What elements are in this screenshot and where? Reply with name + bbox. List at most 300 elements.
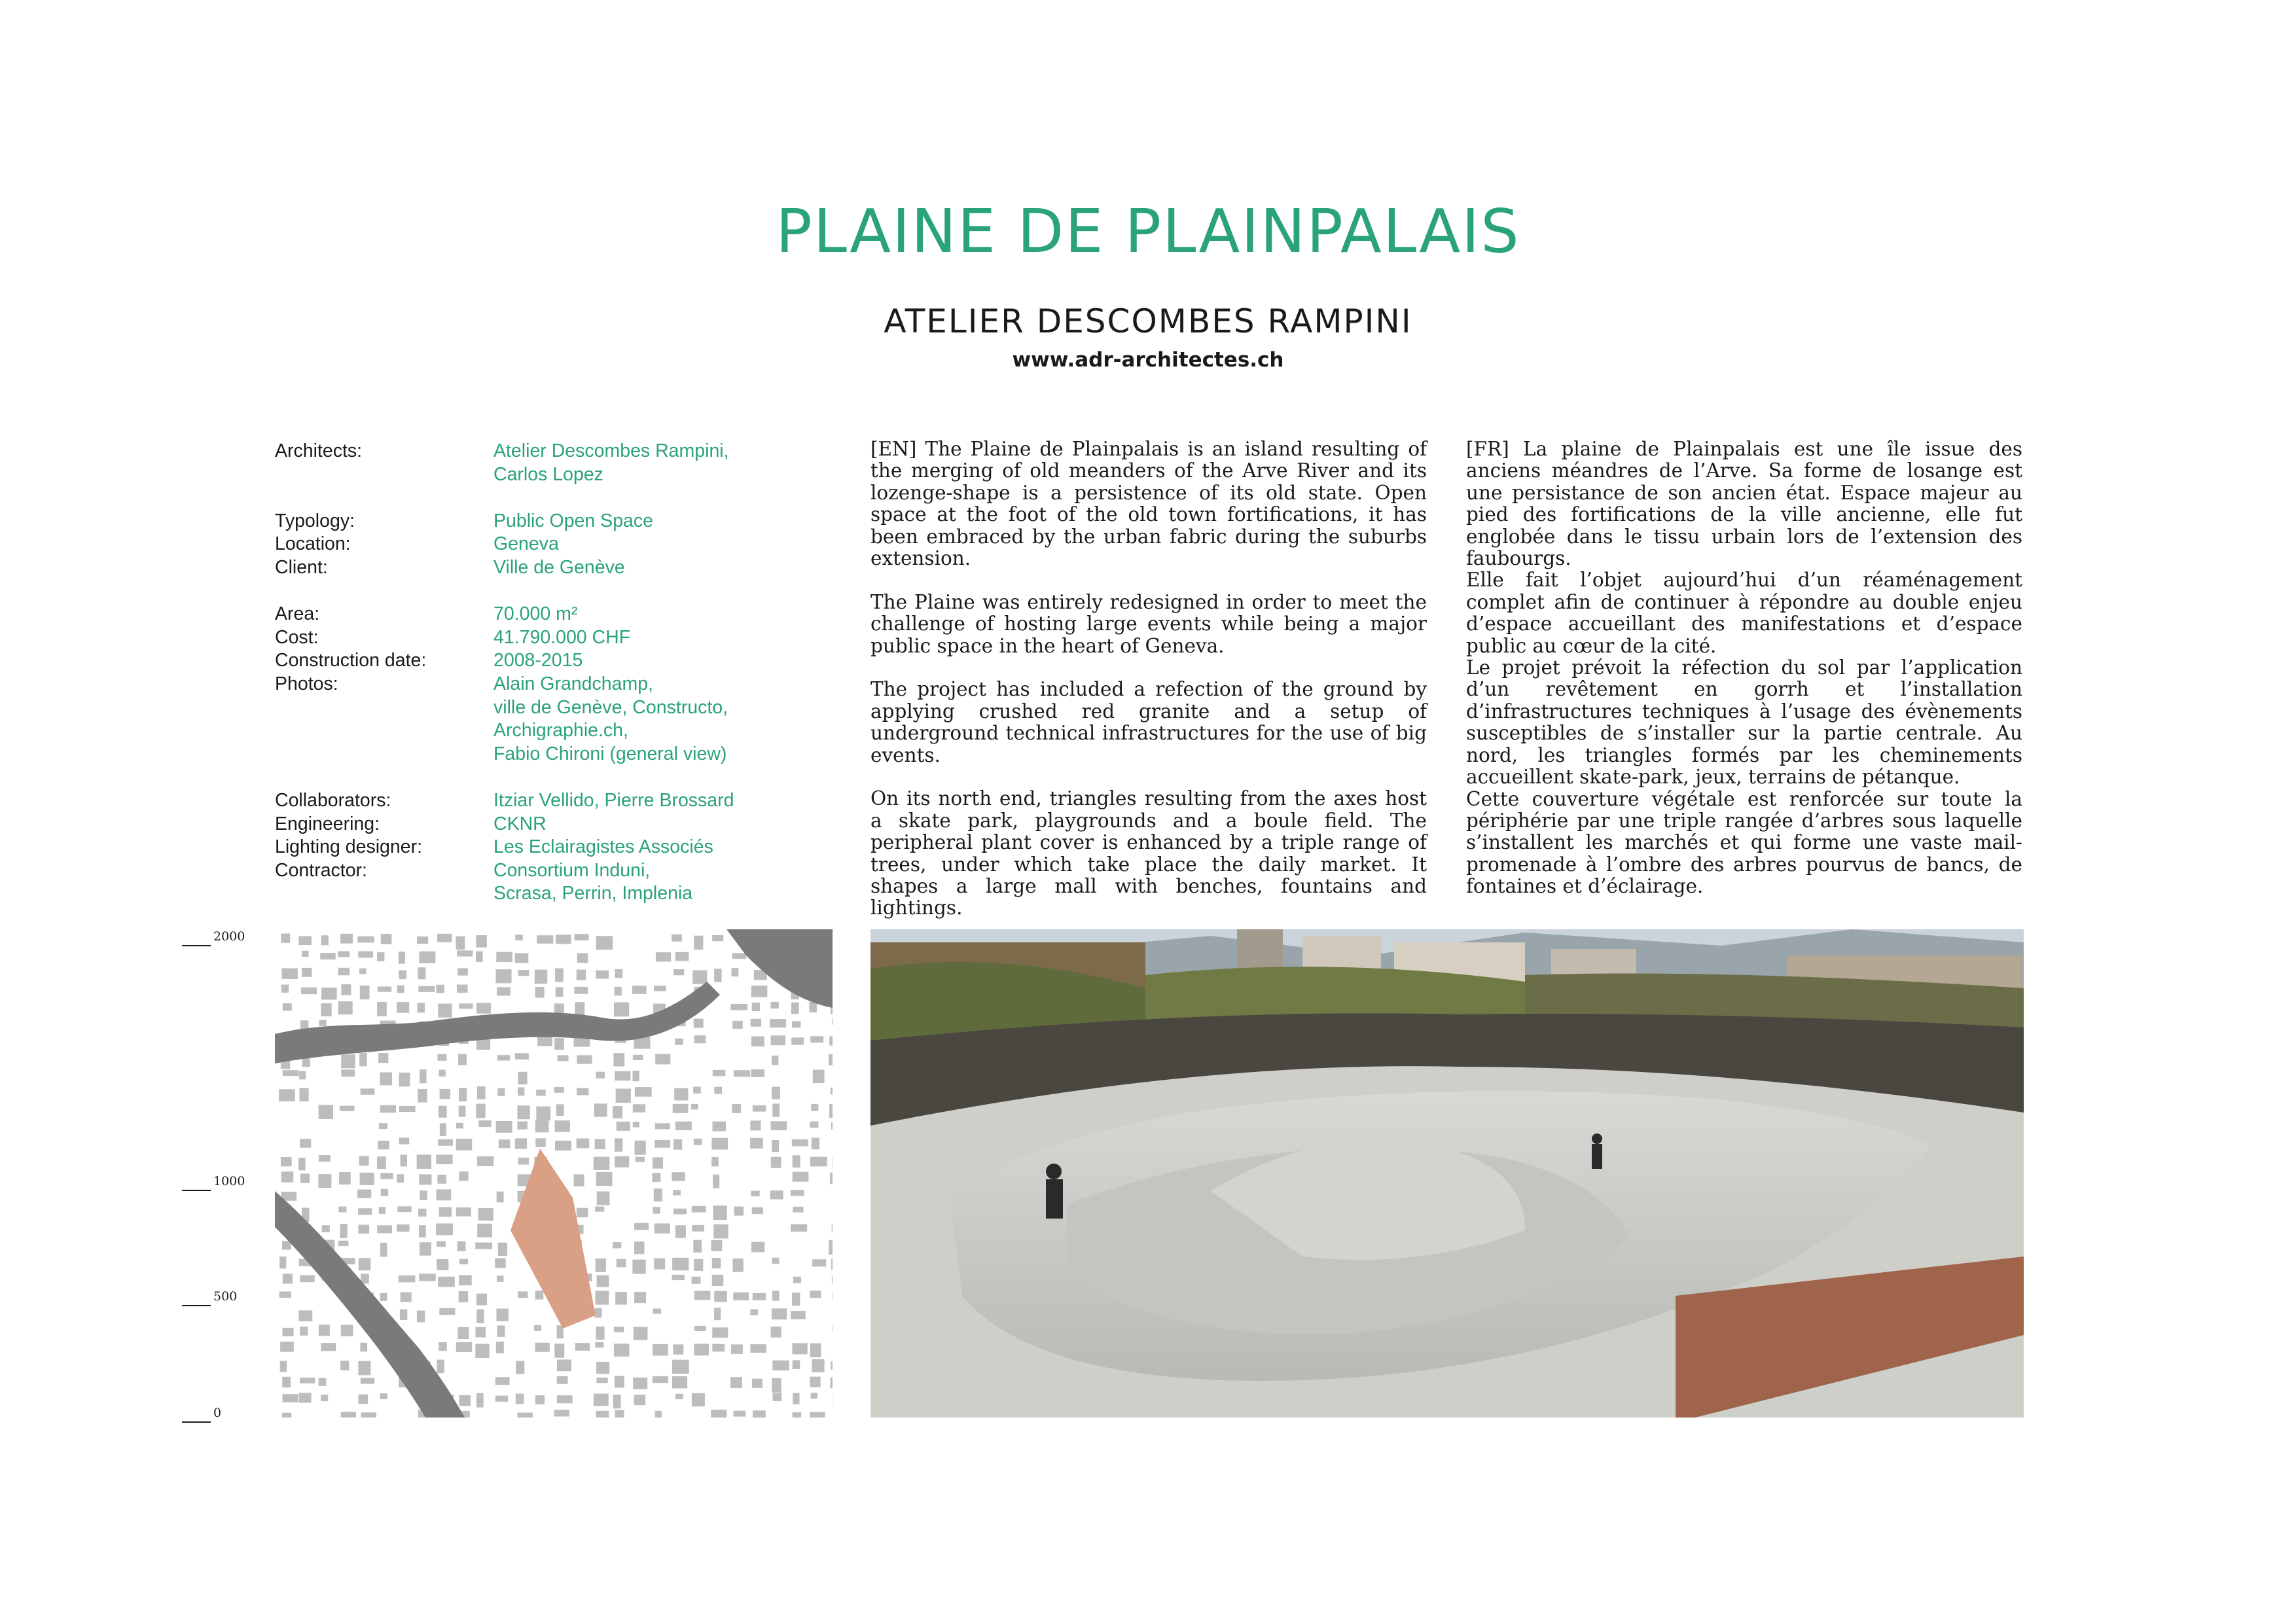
map-building-block <box>358 951 373 957</box>
map-building-block <box>340 1106 355 1111</box>
map-building-block <box>809 1002 817 1012</box>
map-building-block <box>476 1310 484 1323</box>
map-building-block <box>634 1395 646 1405</box>
map-building-block <box>497 987 511 995</box>
map-building-block <box>359 1225 370 1234</box>
map-building-block <box>830 1173 833 1185</box>
map-building-block <box>341 984 351 995</box>
map-building-block <box>633 1055 643 1060</box>
map-building-block <box>654 986 666 991</box>
spec-value-line: Atelier Descombes Rampini, <box>493 440 729 461</box>
map-building-block <box>653 1344 668 1356</box>
map-building-block <box>318 1174 331 1188</box>
map-building-block <box>713 1175 719 1188</box>
map-building-block <box>810 1291 821 1298</box>
map-building-block <box>772 1140 779 1152</box>
map-building-block <box>358 1208 372 1215</box>
map-building-block <box>655 1054 670 1064</box>
map-building-block <box>281 1171 294 1183</box>
map-building-block <box>282 1394 298 1402</box>
scale-tick <box>182 945 211 946</box>
map-building-block <box>361 1412 376 1418</box>
map-building-block <box>439 1308 455 1315</box>
map-building-block <box>535 1291 544 1299</box>
map-building-block <box>298 1393 311 1402</box>
map-building-block <box>613 1395 621 1408</box>
map-building-block <box>301 988 317 994</box>
map-building-block <box>397 986 404 993</box>
map-building-block <box>357 936 374 943</box>
map-building-block <box>381 1189 389 1196</box>
website-link[interactable]: www.adr-architectes.ch <box>1012 348 1284 372</box>
map-building-block <box>497 1088 505 1096</box>
map-building-block <box>496 1308 508 1321</box>
map-building-block <box>653 1376 668 1383</box>
map-building-block <box>557 1359 571 1371</box>
map-building-block <box>595 1139 605 1149</box>
page-title: PLAINE DE PLAINPALAIS <box>776 196 1520 266</box>
map-building-block <box>829 1036 833 1045</box>
spec-label: Cost: <box>275 626 319 648</box>
map-building-block <box>495 1377 510 1385</box>
map-building-block <box>440 1089 450 1099</box>
spec-label: Area: <box>275 603 320 625</box>
map-building-block <box>673 1344 683 1354</box>
map-building-block <box>338 968 350 976</box>
map-building-block <box>712 1258 721 1268</box>
map-building-block <box>615 969 622 978</box>
map-building-block <box>399 1106 416 1112</box>
map-building-block <box>438 1277 455 1287</box>
scale-label-2000: 2000 <box>213 929 245 944</box>
map-building-block <box>614 1003 629 1017</box>
map-building-block <box>771 1121 787 1130</box>
map-building-block <box>694 1326 706 1331</box>
spec-value-line: Alain Grandchamp, <box>493 673 653 694</box>
map-building-block <box>613 1242 621 1249</box>
spec-construction-date <box>275 649 838 673</box>
map-building-block <box>832 1293 833 1300</box>
spec-value: CKNR <box>493 813 547 834</box>
spec-value: Les Eclairagistes Associés <box>493 836 713 858</box>
map-building-block <box>279 1257 286 1268</box>
map-building-block <box>811 1393 817 1399</box>
map-building-block <box>832 1326 833 1332</box>
map-building-block <box>515 935 522 940</box>
map-building-block <box>636 1157 645 1162</box>
map-building-block <box>458 1054 467 1065</box>
map-building-block <box>476 1393 484 1408</box>
map-building-block <box>496 952 512 962</box>
map-building-block <box>675 1039 683 1045</box>
map-building-block <box>361 1378 374 1383</box>
spec-value: 41.790.000 CHF <box>493 626 631 648</box>
text-english <box>870 438 1427 941</box>
map-building-block <box>517 1105 529 1119</box>
map-building-block <box>753 1410 766 1418</box>
map-building-block <box>439 1342 446 1351</box>
map-building-block <box>283 1328 294 1336</box>
map-building-block <box>596 1327 605 1340</box>
map-building-block <box>653 1157 663 1168</box>
map-building-block <box>281 934 290 943</box>
map-building-block <box>673 1104 689 1113</box>
map-building-block <box>633 1104 645 1112</box>
map-building-block <box>537 1037 552 1046</box>
map-building-block <box>771 1035 785 1045</box>
map-building-block <box>694 1035 706 1043</box>
map-building-block <box>475 1243 492 1249</box>
map-building-block <box>634 1223 649 1230</box>
map-building-block <box>753 1293 766 1300</box>
map-building-block <box>515 1053 529 1060</box>
map-building-block <box>300 1275 314 1282</box>
map-building-block <box>359 969 366 974</box>
map-building-block <box>380 1105 396 1113</box>
map-building-block <box>440 1123 446 1136</box>
scale-label-500: 500 <box>213 1289 238 1304</box>
fr-paragraph-1: [FR] La plaine de Plainpalais est une île issue des anciens méandres de l’Arve. Sa forme de losange est une persistance de son ancien état. Espace majeur au pied des fortifications de la ville ancienne, elle fut englobée dans le tissu urbain lors de l’extension des faubourgs. <box>1466 438 2022 570</box>
map-building-block <box>752 1207 763 1214</box>
spec-value-line: ville de Genève, Constructo, <box>493 696 728 718</box>
map-building-block <box>476 952 482 962</box>
map-building-block <box>712 1344 725 1352</box>
map-building-block <box>831 1122 833 1130</box>
map-building-block <box>673 1190 681 1195</box>
map-building-block <box>732 1021 743 1029</box>
map-building-block <box>439 1106 447 1118</box>
spec-photos <box>275 673 838 766</box>
spec-value <box>493 440 729 486</box>
map-building-block <box>791 1311 806 1319</box>
map-building-block <box>419 1274 435 1281</box>
map-building-block <box>810 1412 825 1418</box>
spec-value-line: Fabio Chironi (general view) <box>493 743 727 764</box>
map-building-block <box>380 1393 387 1399</box>
map-building-block <box>341 1054 355 1068</box>
map-building-block <box>497 1325 505 1336</box>
map-building-block <box>635 1141 646 1155</box>
map-building-block <box>692 1206 706 1213</box>
map-building-block <box>437 1175 446 1184</box>
map-building-block <box>476 1294 487 1306</box>
spec-value-line: Archigraphie.ch, <box>493 720 628 741</box>
map-building-block <box>791 1003 799 1014</box>
map-building-block <box>634 1327 648 1340</box>
map-building-block <box>655 1411 662 1418</box>
spec-value: Geneva <box>493 533 559 555</box>
map-building-block <box>456 1139 473 1150</box>
map-building-block <box>380 1243 387 1257</box>
map-building-block <box>615 1292 627 1304</box>
spec-cost <box>275 626 838 650</box>
map-building-block <box>515 1138 527 1149</box>
map-building-block <box>711 1410 726 1418</box>
map-building-block <box>812 1138 819 1150</box>
map-building-block <box>417 936 428 944</box>
spec-value: Itziar Vellido, Pierre Brossard <box>493 789 734 811</box>
map-building-block <box>675 952 689 961</box>
map-building-block <box>694 1139 702 1145</box>
map-building-block <box>791 1037 804 1044</box>
map-building-block <box>810 1122 818 1128</box>
map-building-block <box>380 1293 387 1301</box>
map-building-block <box>750 1120 761 1130</box>
spec-client <box>275 556 838 580</box>
spec-label: Construction date: <box>275 650 427 671</box>
office-name: ATELIER DESCOMBES RAMPINI <box>884 302 1412 340</box>
photo-svg <box>870 929 2024 1418</box>
map-building-block <box>751 1069 764 1077</box>
map-building-block <box>281 969 298 979</box>
map-building-block <box>437 934 452 942</box>
map-building-block <box>517 1413 532 1418</box>
map-building-block <box>321 1343 336 1351</box>
map-building-block <box>694 1344 709 1355</box>
map-building-block <box>692 1277 701 1284</box>
map-building-block <box>693 1240 702 1253</box>
spec-architects <box>275 440 838 486</box>
map-building-block <box>397 1174 403 1183</box>
map-building-block <box>793 1360 800 1368</box>
map-building-block <box>793 1155 800 1168</box>
en-paragraph-4: On its north end, triangles resulting from the axes host a skate park, playgrounds and a boule field. The peripheral plant cover is enhanced by a triple range of trees, under which take place the daily market. It shapes a large mall with benches, fountains and lightings. <box>870 787 1427 919</box>
map-building-block <box>377 1156 386 1169</box>
map-building-block <box>401 1293 412 1302</box>
map-building-block <box>655 1223 670 1233</box>
map-building-block <box>693 1086 701 1094</box>
map-building-block <box>595 1207 604 1212</box>
map-building-block <box>711 1157 719 1166</box>
map-building-block <box>341 1069 355 1077</box>
map-building-block <box>319 1378 327 1386</box>
map-building-block <box>812 1259 826 1266</box>
map-building-block <box>750 1138 763 1149</box>
map-building-block <box>517 1122 528 1130</box>
map-building-block <box>594 1394 609 1406</box>
map-building-block <box>577 1088 588 1096</box>
map-building-block <box>420 1190 427 1200</box>
map-building-block <box>556 1104 564 1116</box>
map-building-block <box>321 1003 331 1016</box>
map-building-block <box>438 1004 452 1018</box>
map-building-block <box>791 1190 804 1196</box>
map-building-block <box>594 1157 610 1170</box>
map-building-block <box>596 1258 606 1272</box>
spec-value <box>493 859 692 906</box>
map-building-block <box>319 1155 331 1162</box>
map-building-block <box>831 1361 833 1369</box>
map-building-block <box>793 1393 799 1404</box>
skatepark-photo-icon <box>870 929 2024 1418</box>
map-building-block <box>653 1173 661 1182</box>
map-building-block <box>536 1090 546 1096</box>
map-building-block <box>418 1003 425 1012</box>
map-building-block <box>577 1208 588 1217</box>
map-building-block <box>457 1241 466 1251</box>
map-building-block <box>615 1138 622 1151</box>
map-building-block <box>280 1361 287 1372</box>
map-building-block <box>714 1291 727 1302</box>
map-building-block <box>714 969 721 982</box>
map-building-block <box>810 1344 821 1357</box>
map-building-block <box>399 952 405 964</box>
map-building-block <box>456 936 465 950</box>
map-building-block <box>692 1393 705 1406</box>
map-building-block <box>813 1070 825 1084</box>
map-building-block <box>496 1342 504 1353</box>
map-building-block <box>772 1308 787 1319</box>
map-building-block <box>770 1019 786 1027</box>
map-building-block <box>283 1070 299 1076</box>
map-building-block <box>338 951 350 957</box>
map-building-block <box>437 1259 448 1270</box>
map-building-block <box>475 1344 489 1358</box>
map-building-block <box>439 1070 446 1077</box>
map-building-block <box>321 988 337 1000</box>
spec-label: Collaborators: <box>275 789 391 811</box>
map-building-block <box>537 935 553 944</box>
map-building-block <box>793 1172 809 1182</box>
map-building-block <box>341 1412 356 1418</box>
map-building-block <box>283 1274 293 1283</box>
map-building-block <box>359 1053 367 1066</box>
map-building-block <box>380 1173 393 1179</box>
spec-label: Client: <box>275 556 328 578</box>
map-building-block <box>339 1172 351 1185</box>
map-building-block <box>632 1260 645 1274</box>
map-building-block <box>694 1291 711 1300</box>
map-building-block <box>298 1158 305 1170</box>
map-building-block <box>341 1325 353 1336</box>
map-building-block <box>832 1018 833 1025</box>
map-building-block <box>691 1104 698 1109</box>
map-building-block <box>298 1310 312 1321</box>
map-building-block <box>555 969 564 982</box>
map-building-block <box>417 1311 425 1323</box>
map-building-block <box>419 1174 431 1185</box>
map-building-block <box>457 1327 469 1339</box>
spec-collaborators <box>275 789 838 813</box>
spec-location <box>275 533 838 556</box>
map-building-block <box>793 1277 801 1283</box>
map-building-block <box>495 1258 505 1268</box>
map-building-block <box>436 1223 453 1235</box>
map-building-block <box>712 935 723 941</box>
map-building-block <box>792 1139 808 1146</box>
map-building-block <box>535 1343 550 1352</box>
map-building-block <box>320 953 335 959</box>
map-building-block <box>397 1002 409 1013</box>
map-building-block <box>360 1173 374 1185</box>
map-building-block <box>536 1107 550 1121</box>
map-building-block <box>832 1158 833 1170</box>
map-building-block <box>597 1191 610 1205</box>
map-building-block <box>378 986 391 991</box>
map-building-block <box>694 936 703 950</box>
map-building-block <box>357 1190 371 1198</box>
map-building-block <box>399 1275 416 1283</box>
map-building-block <box>617 1122 630 1131</box>
map-building-block <box>672 1376 687 1388</box>
map-building-block <box>281 1157 292 1166</box>
map-building-block <box>518 1072 527 1084</box>
map-building-block <box>378 1141 389 1149</box>
map-building-block <box>535 987 545 998</box>
map-building-block <box>340 1361 349 1370</box>
map-building-block <box>772 1291 780 1300</box>
map-building-block <box>812 1359 824 1372</box>
spec-value: 2008-2015 <box>493 650 583 671</box>
map-building-block <box>299 1088 308 1101</box>
map-building-block <box>399 971 406 980</box>
map-building-block <box>436 985 444 993</box>
map-building-block <box>557 1376 568 1384</box>
map-building-block <box>615 1376 624 1388</box>
map-building-block <box>675 1394 683 1399</box>
map-building-block <box>499 1139 511 1148</box>
en-paragraph-3: The project has included a refection of the ground by applying crushed red granite and a setup of underground technical infrastructures for the use of big events. <box>870 678 1427 766</box>
map-building-block <box>753 1105 766 1112</box>
map-building-block <box>456 1342 472 1352</box>
map-building-block <box>380 1073 392 1086</box>
map-building-block <box>279 1291 291 1298</box>
map-building-block <box>379 1207 386 1214</box>
spec-value-line: Scrasa, Perrin, Implenia <box>493 883 693 904</box>
map-building-block <box>478 1208 493 1221</box>
map-building-block <box>495 1396 508 1402</box>
map-building-block <box>377 1225 392 1233</box>
spec-value: 70.000 m² <box>493 603 578 625</box>
spec-label: Engineering: <box>275 813 380 834</box>
map-building-block <box>535 1138 545 1147</box>
map-building-block <box>457 985 468 993</box>
map-building-block <box>672 1172 685 1181</box>
map-building-block <box>496 1121 512 1133</box>
map-building-block <box>476 1003 491 1014</box>
map-building-block <box>694 1019 704 1028</box>
map-building-block <box>439 1207 452 1217</box>
map-building-block <box>772 1361 789 1370</box>
map-building-block <box>535 970 547 984</box>
map-building-block <box>280 1342 294 1351</box>
map-building-block <box>711 1138 728 1150</box>
map-building-block <box>418 967 425 979</box>
map-building-block <box>654 1188 662 1202</box>
spec-value-line: Consortium Induni, <box>493 859 651 881</box>
map-building-block <box>596 971 609 979</box>
map-building-block <box>359 1258 370 1270</box>
map-building-block <box>459 1003 473 1008</box>
map-building-block <box>614 1327 624 1332</box>
map-building-block <box>556 987 564 997</box>
map-building-block <box>750 1310 758 1315</box>
map-building-block <box>597 1275 609 1287</box>
map-building-block <box>319 1325 330 1336</box>
map-building-block <box>322 1225 330 1232</box>
map-building-block <box>495 969 511 983</box>
map-building-block <box>340 934 353 944</box>
spec-lighting <box>275 836 838 859</box>
map-building-block <box>711 1240 722 1251</box>
map-building-block <box>733 1293 749 1300</box>
map-building-block <box>577 953 588 963</box>
map-building-block <box>476 1104 485 1118</box>
spec-value: Public Open Space <box>493 510 653 531</box>
spec-contractor <box>275 859 838 906</box>
map-building-block <box>731 968 738 976</box>
map-building-block <box>515 953 529 963</box>
